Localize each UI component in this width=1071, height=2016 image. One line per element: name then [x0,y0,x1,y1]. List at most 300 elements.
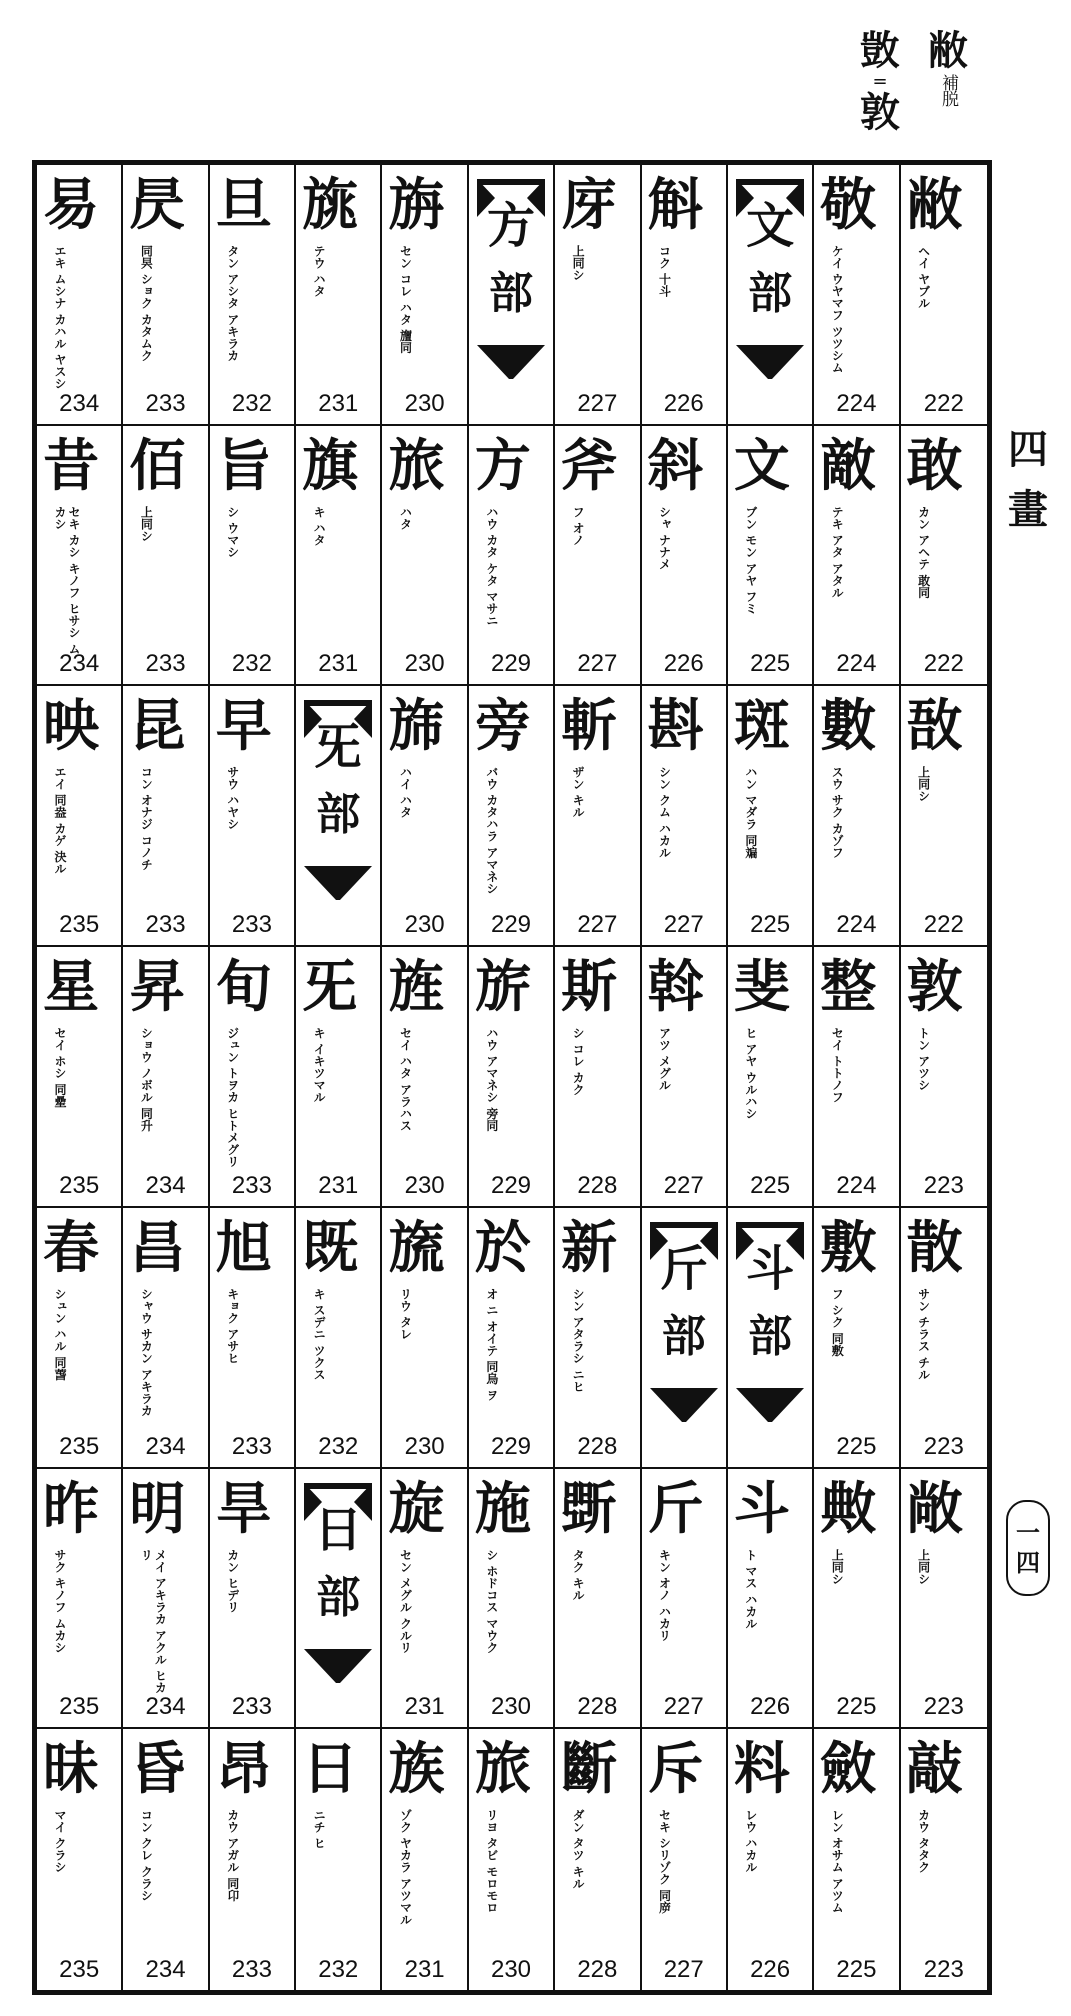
kanji-reading: ハタ [398,505,413,530]
page-reference: 231 [318,650,359,678]
kanji-char: 敞 [906,1475,963,1542]
kanji-reading: 上同シ [139,505,154,542]
kanji-char: 旁 [474,693,531,760]
kanji-entry-cell [901,426,987,687]
kanji-char: 昌 [129,1214,186,1281]
page-reference: 224 [836,1171,877,1199]
kanji-entry-cell [123,1208,209,1469]
note-char: 敳 [860,27,900,74]
kanji-entry-cell [123,1729,209,1990]
page-reference: 231 [404,1956,445,1983]
page-reference: 232 [318,1956,359,1983]
page-reference: 233 [145,389,186,417]
kanji-char: 族 [388,1736,445,1803]
kanji-char: 既 [302,1214,359,1281]
kanji-char: 斜 [647,432,704,499]
kanji-char: 敝 [906,172,963,238]
side-title-char: 畫 [1008,486,1048,533]
kanji-char: 旆 [388,693,445,760]
kanji-reading: テウ ハタ [312,245,327,298]
page-reference: 233 [145,911,186,939]
kanji-entry-cell [728,426,814,687]
kanji-reading: ブン モン アヤ フミ [743,505,758,615]
kanji-reading: コン オナジ コノチ [139,766,154,871]
kanji-entry-cell [555,1208,641,1469]
kanji-entry-cell [901,1729,987,1990]
radical-header-cell [469,165,555,426]
kanji-entry-cell [210,165,296,426]
page-reference: 225 [750,1171,791,1199]
page-reference: 227 [577,911,618,939]
page-reference: 233 [231,1693,272,1721]
page-reference: 231 [404,1693,445,1721]
radical-label: 部 [661,1310,706,1362]
page-number-digit: 一 [1016,1518,1040,1547]
kanji-entry-cell [555,426,641,687]
page-reference: 230 [490,1956,532,1983]
kanji-reading: シ コレ カク [571,1027,586,1096]
kanji-reading: ダン タツ キル [571,1809,586,1890]
kanji-reading: フ シク 同敷 [830,1287,845,1357]
radical-bracket-bottom [477,345,545,379]
kanji-reading: テキ アタ アタル [830,505,845,599]
kanji-entry-cell [814,426,900,687]
kanji-char: 文 [733,432,790,499]
kanji-reading: 上同シ [916,1548,931,1585]
kanji-reading: セイ ホシ 同曐 [53,1027,67,1108]
kanji-entry-cell [555,1729,641,1990]
kanji-char: 整 [820,954,877,1021]
radical-bracket-bottom [304,866,372,900]
kanji-reading: ヒ アヤ ウルハシ [743,1027,758,1120]
kanji-entry-cell [382,686,468,947]
radical-char: 文 [746,198,795,254]
page-reference: 222 [923,650,964,678]
kanji-entry-cell [123,686,209,947]
page-reference: 227 [577,650,618,678]
kanji-char: 斟 [647,693,704,760]
kanji-char: 旌 [388,954,445,1021]
kanji-reading: 同昗 ショク カタムク [139,245,154,362]
kanji-char: 斷 [561,1736,618,1803]
kanji-reading: セン メグル クルリ [398,1548,413,1653]
kanji-reading: トン アツシ [916,1027,931,1092]
kanji-entry-cell [37,1469,123,1730]
kanji-entry-cell [728,947,814,1208]
kanji-char: 旱 [215,1475,272,1542]
radical-header-cell [296,1469,382,1730]
page-reference: 234 [145,1693,186,1721]
kanji-entry-cell [642,165,728,426]
kanji-char: 昨 [43,1475,99,1542]
page-reference: 227 [663,1956,704,1983]
kanji-char: 斡 [647,954,704,1021]
radical-char: 方 [486,198,535,254]
page-reference: 228 [577,1956,618,1983]
kanji-reading: マイ クラシ [53,1809,67,1874]
page-reference: 234 [145,1956,186,1983]
kanji-entry-cell [642,1469,728,1730]
kanji-reading: ショウ ノボル 同升 [139,1027,154,1132]
kanji-entry-cell [382,165,468,426]
page-reference: 226 [663,650,704,678]
kanji-reading: タン アシタ アキラカ [225,245,240,362]
page-reference: 224 [836,389,877,417]
kanji-entry-cell [210,686,296,947]
kanji-char: 旒 [388,1214,445,1281]
kanji-entry-cell [728,1469,814,1730]
note-equals: = [872,71,888,92]
kanji-entry-cell [728,686,814,947]
kanji-entry-cell [382,1208,468,1469]
page-reference: 233 [231,1956,272,1983]
kanji-reading: キ ハタ [312,505,327,546]
kanji-reading: シン クム ハカル [657,766,672,859]
page-reference: 228 [577,1693,618,1721]
kanji-entry-cell [642,947,728,1208]
stroke-count-title [1000,420,1056,540]
page-reference: 232 [318,1432,359,1460]
kanji-entry-cell [555,947,641,1208]
radical-label: 部 [748,1310,793,1362]
page-reference: 224 [836,911,877,939]
kanji-reading: 上同シ [830,1548,845,1585]
note-column-right [923,28,973,106]
kanji-reading: エイ 同盎 カゲ 決ル [53,766,67,875]
kanji-char: 庌 [561,172,618,238]
kanji-reading: シャ ナナメ [657,505,672,570]
kanji-entry-cell [814,165,900,426]
kanji-reading: ゾク ヤカラ アツマル [398,1809,413,1926]
page-number-digit: 四 [1016,1548,1040,1577]
kanji-reading: セン コレ ハタ 旜同 [398,245,413,354]
kanji-reading: シン アタラシ ニヒ [571,1287,586,1393]
kanji-entry-cell [814,686,900,947]
radical-bracket-bottom [736,1388,804,1422]
kanji-char: 旂 [474,954,531,1021]
kanji-entry-cell [210,1208,296,1469]
kanji-reading: ト マス ハカル [743,1548,758,1629]
kanji-reading: コン クレ クラシ [139,1809,154,1902]
kanji-reading: ヘイ ヤブル [916,245,931,310]
kanji-entry-cell [382,947,468,1208]
kanji-reading: エキ ムシナ カハル ヤスシ [53,245,67,390]
kanji-reading: 上同シ [571,245,586,281]
kanji-char: 斤 [647,1475,704,1542]
kanji-reading: タク キル [571,1548,586,1601]
kanji-char: 旃 [388,172,445,238]
radical-char: 旡 [314,719,363,776]
kanji-reading: キ スデニ ツクス [312,1287,327,1381]
kanji-reading: オ ニ オイテ 同烏 ヲ [484,1287,499,1401]
kanji-char: 佰 [129,432,186,499]
radical-label: 部 [316,789,361,841]
page-reference: 227 [663,911,704,939]
kanji-char: 早 [215,693,272,760]
kanji-char: 旗 [302,432,359,499]
kanji-char: 敷 [820,1214,877,1281]
page-reference: 231 [318,1171,359,1199]
page-reference: 223 [923,1432,964,1460]
kanji-entry-cell [814,1208,900,1469]
kanji-reading: レン オサム アツム [830,1809,845,1914]
kanji-entry-cell [469,1208,555,1469]
kanji-entry-cell [642,686,728,947]
kanji-reading: ニチ ヒ [312,1809,327,1850]
kanji-char: 明 [129,1475,186,1542]
kanji-char: 昂 [215,1736,272,1803]
kanji-reading: キン オノ ハカリ [657,1548,672,1641]
kanji-reading: 上同シ [916,766,931,803]
page-reference: 233 [145,650,186,678]
kanji-char: 敲 [906,1736,963,1803]
kanji-char: 斯 [561,954,618,1021]
page-reference: 235 [59,911,100,939]
kanji-char: 旐 [302,172,359,238]
kanji-reading: セイ ハタ アラハス [398,1027,413,1132]
kanji-entry-cell [296,947,382,1208]
kanji-entry-cell [469,1469,555,1730]
page-reference: 230 [404,911,445,939]
page-reference: 233 [231,1432,272,1460]
kanji-char: 斬 [561,693,618,760]
kanji-reading: ジュン トヲカ ヒトメグリ [225,1027,240,1168]
kanji-reading: キ イキツマル [312,1027,327,1104]
kanji-reading: サウ ハヤシ [225,766,240,831]
kanji-char: 斛 [647,172,704,238]
page-reference: 235 [59,1693,100,1721]
radical-bracket-bottom [736,345,804,379]
page-reference: 223 [923,1956,964,1983]
kanji-char: 昆 [129,693,186,760]
kanji-char: 斐 [733,954,790,1021]
kanji-char: 旅 [388,432,445,499]
page-reference: 235 [59,1171,100,1199]
radical-header-cell [296,686,382,947]
kanji-char: 旅 [474,1736,531,1803]
kanji-reading: キョク アサヒ [225,1287,240,1365]
page-reference: 223 [923,1171,964,1199]
side-title-char: 四 [1008,426,1048,473]
page-reference: 233 [231,911,272,939]
kanji-reading: レウ ハカル [743,1809,758,1874]
kanji-entry-cell [728,1729,814,1990]
kanji-char: 敵 [820,432,877,499]
kanji-reading: メイ アキラカ アクル ヒカリ [139,1548,168,1694]
kanji-entry-cell [296,426,382,687]
kanji-entry-cell [814,1469,900,1730]
kanji-entry-cell [901,686,987,947]
page-reference: 229 [490,650,532,678]
note-annotation: 補脱 [938,74,958,106]
page-reference: 235 [59,1432,100,1460]
kanji-char: 散 [906,1214,963,1281]
kanji-reading: セキ シリゾク 同㡿 [657,1809,672,1914]
kanji-reading: セキ カシ キノフ ヒサシ ムカシ [53,505,81,655]
kanji-entry-cell [37,1729,123,1990]
kanji-char: 於 [474,1214,531,1281]
radical-header-cell [642,1208,728,1469]
kanji-entry-cell [469,426,555,687]
kanji-char: 方 [474,432,531,499]
kanji-char: 易 [43,172,99,238]
kanji-char: 斥 [647,1736,704,1803]
kanji-char: 昇 [129,954,186,1021]
kanji-char: 敔 [906,693,963,760]
kanji-char: 日 [302,1736,359,1803]
kanji-reading: リヨ タビ モロモロ [484,1809,499,1914]
kanji-entry-cell [814,1729,900,1990]
page-reference: 234 [59,650,100,678]
page-reference: 222 [923,911,964,939]
kanji-reading: カン ヒデリ [225,1548,240,1613]
kanji-entry-cell [123,165,209,426]
kanji-entry-cell [296,1208,382,1469]
page-reference: 225 [750,911,791,939]
note-column-left [855,28,905,136]
kanji-char: 旭 [215,1214,272,1281]
kanji-entry-cell [123,947,209,1208]
kanji-char: 斲 [561,1475,618,1542]
page-reference: 229 [490,911,532,939]
note-equivalent-char: 敦 [860,89,900,136]
kanji-entry-cell [37,165,123,426]
kanji-reading: カウ アガル 同卬 [225,1809,240,1902]
kanji-entry-cell [296,1729,382,1990]
kanji-char: 昧 [43,1736,99,1803]
kanji-reading: リウ タレ [398,1287,413,1341]
radical-char: 斗 [746,1240,795,1297]
radical-char: 斤 [659,1240,708,1297]
page-reference: 235 [59,1956,100,1983]
page-reference: 226 [750,1693,791,1721]
kanji-entry-cell [382,1729,468,1990]
kanji-reading: サン チラス チル [916,1287,931,1381]
page-reference: 222 [923,389,964,417]
page-reference: 226 [750,1956,791,1983]
kanji-entry-cell [469,1729,555,1990]
page-reference: 228 [577,1432,618,1460]
kanji-char: 旦 [215,172,272,238]
page-reference: 234 [145,1432,186,1460]
kanji-reading: シャウ サカン アキラカ [139,1287,154,1417]
radical-bracket-bottom [650,1388,718,1422]
radical-header-cell [728,1208,814,1469]
kanji-char: 施 [474,1475,531,1542]
radical-bracket-bottom [304,1649,372,1683]
page-reference: 230 [404,1432,445,1460]
radical-label: 部 [316,1571,361,1623]
kanji-char: 昏 [129,1736,186,1803]
kanji-char: 新 [561,1214,618,1281]
kanji-entry-cell [37,426,123,687]
kanji-reading: ザン キル [571,766,586,819]
kanji-reading: ハウ アマネシ 旁同 [484,1027,499,1132]
page-reference: 227 [663,1693,704,1721]
page-reference: 225 [836,1432,877,1460]
page-reference: 226 [663,389,704,417]
kanji-reading: カウ タタク [916,1809,931,1874]
kanji-char: 敟 [820,1475,877,1542]
kanji-reading: フ オノ [571,505,586,546]
kanji-entry-cell [210,426,296,687]
kanji-reading: シ ホドコス マウク [484,1548,499,1653]
kanji-char: 斑 [733,693,790,760]
kanji-char: 昔 [43,432,99,499]
page-reference: 232 [231,650,272,678]
kanji-entry-cell [382,1469,468,1730]
kanji-entry-cell [642,1729,728,1990]
page-reference: 227 [577,389,618,417]
kanji-char: 斧 [561,432,618,499]
kanji-entry-cell [37,1208,123,1469]
kanji-char: 春 [43,1214,99,1281]
kanji-reading: セイ トトノフ [830,1027,845,1104]
kanji-entry-cell [123,426,209,687]
page-reference: 223 [923,1693,964,1721]
kanji-reading: シ ウマシ [225,505,240,558]
kanji-char: 料 [733,1736,790,1803]
page-reference: 234 [145,1171,186,1199]
kanji-char: 敦 [906,954,963,1021]
kanji-char: 映 [43,693,99,760]
page-reference: 232 [231,389,272,417]
kanji-entry-cell [901,947,987,1208]
kanji-entry-cell [210,1729,296,1990]
kanji-entry-cell [37,686,123,947]
kanji-entry-cell [210,947,296,1208]
page-reference: 227 [663,1171,704,1199]
kanji-reading: ハイ ハタ [398,766,413,819]
kanji-entry-cell [555,686,641,947]
kanji-reading: スウ サク カゾフ [830,766,845,859]
kanji-char: 斂 [820,1736,877,1803]
page-reference: 230 [404,389,445,417]
page-reference: 230 [404,650,445,678]
kanji-char: 星 [43,954,99,1021]
kanji-char: 旋 [388,1475,445,1542]
page-reference: 225 [836,1956,877,1983]
page-reference: 224 [836,650,877,678]
kanji-entry-cell [901,1208,987,1469]
kanji-entry-cell [37,947,123,1208]
kanji-char: 旨 [215,432,272,499]
kanji-entry-cell [814,947,900,1208]
radical-label: 部 [748,268,793,319]
page-reference: 233 [231,1171,272,1199]
kanji-char: 數 [820,693,877,760]
kanji-entry-cell [901,1469,987,1730]
page-reference: 225 [750,650,791,678]
kanji-reading: カン アヘテ 敢同 [916,505,931,599]
kanji-reading: サク キノフ ムカシ [53,1548,67,1653]
page-reference: 231 [318,389,359,417]
supplement-note [845,28,975,148]
note-char: 敝 [928,27,968,74]
page-reference: 230 [404,1171,445,1199]
kanji-char: 昃 [129,172,186,238]
radical-label: 部 [488,268,533,319]
kanji-entry-cell [296,165,382,426]
kanji-entry-cell [123,1469,209,1730]
kanji-entry-cell [382,426,468,687]
kanji-char: 敢 [906,432,963,499]
kanji-entry-cell [469,947,555,1208]
kanji-char: 旡 [302,954,359,1021]
radical-header-cell [728,165,814,426]
kanji-reading: コク 十斗 [657,245,672,298]
radical-char: 日 [314,1501,363,1558]
